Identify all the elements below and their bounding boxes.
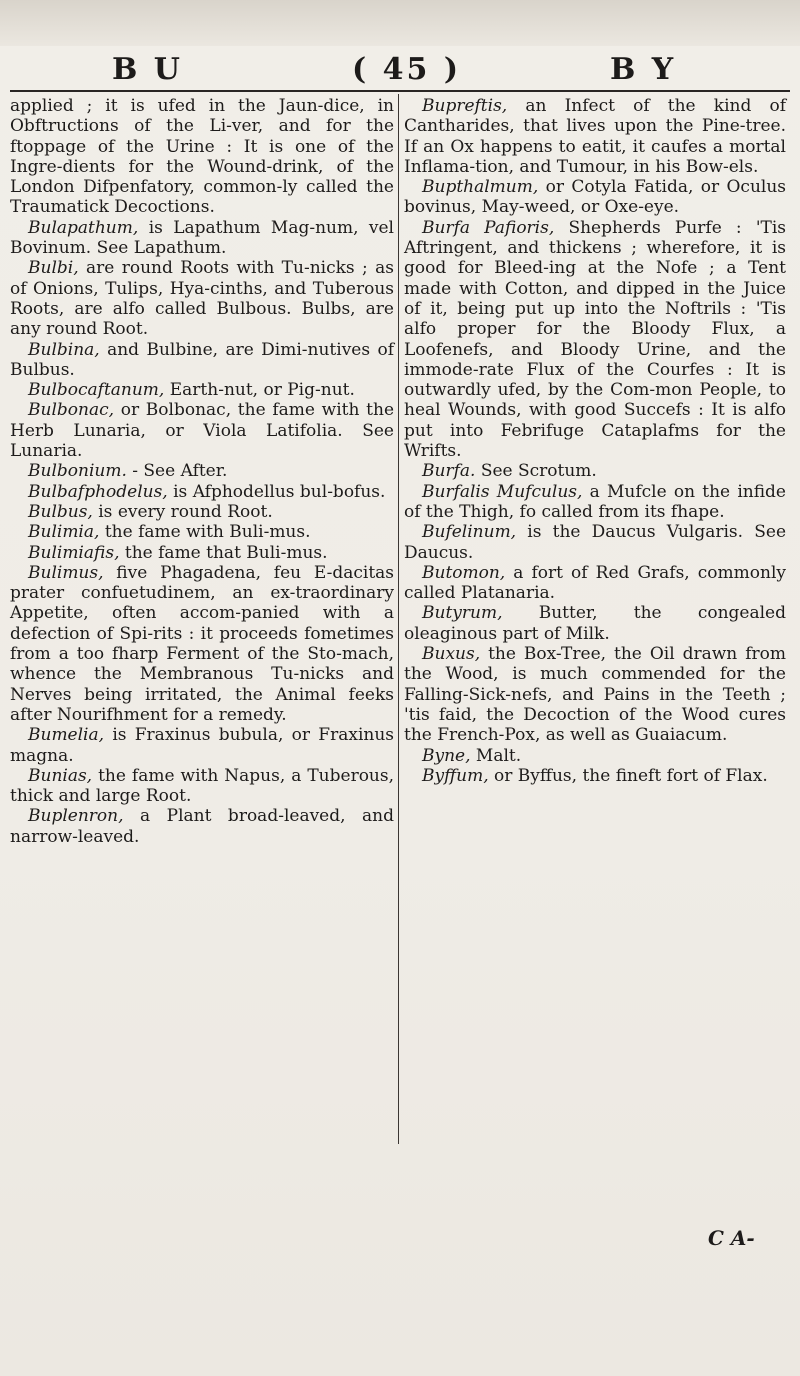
- entry-definition: Earth-nut, or Pig-nut.: [169, 380, 355, 401]
- dictionary-entry: [10, 340, 394, 381]
- right-column: [404, 96, 786, 1296]
- entry-term: Burfa Pafioris,: [422, 217, 555, 238]
- dictionary-entry: [404, 603, 786, 644]
- dictionary-entry: [404, 766, 786, 786]
- entry-term: Byne,: [422, 745, 471, 766]
- header-right-letters: B Y: [610, 52, 677, 87]
- entry-definition: a fort of Red Grafs, commonly called Platanaria.: [404, 562, 786, 604]
- entry-term: Butyrum,: [422, 603, 503, 624]
- entry-term: Bunias,: [28, 765, 93, 786]
- dictionary-entry: [10, 96, 394, 218]
- entry-definition: Shepherds Purfe : 'Tis Aftringent, and thickens ; wherefore, it is good for Bleed-ing at the Nofe ; a Tent made with Cotton, and dipped in the Juice of it, being put up into the Noftrils : 'Tis alfo proper for the Bloody Flux, a Loofenefs, and Bloody Urine, and the immode-rate Flux of the Courfes : It is outwardly ufed, by the Com-mon People, to heal Wounds, with good Succefs : It is alfo put into Febrifuge Cataplafms for the Wrifts.: [404, 217, 787, 462]
- entry-definition: applied ; it is ufed in the Jaun-dice, in Obftructions of the Li-ver, and for the ftoppage of the Urine : It is one of the Ingre-dients for the Wound-drink, of the London Difpenfatory, common-ly called the Traumatick Decoctions.: [10, 96, 394, 218]
- entry-definition: the fame that Buli-mus.: [124, 542, 328, 563]
- catchword: C A-: [708, 1226, 755, 1250]
- entry-term: Bulbocaftanum,: [28, 380, 165, 401]
- column-divider: [398, 94, 399, 1144]
- left-column: [10, 96, 394, 1296]
- entry-definition: is Fraxinus bubula, or Fraxinus magna.: [10, 725, 394, 766]
- entry-definition: an Infect of the kind of Cantharides, that lives upon the Pine-tree. If an Ox happens to eatit, it caufes a mortal Inflama-tion, and Tumour, in his Bow-els.: [404, 96, 787, 177]
- dictionary-entry: [404, 218, 786, 462]
- entry-term: Byffum,: [422, 765, 489, 786]
- entry-term: Bufelinum,: [422, 522, 517, 543]
- dictionary-entry: [404, 746, 786, 766]
- page-number: ( 45 ): [352, 52, 462, 87]
- entry-term: Bulimus,: [28, 562, 104, 583]
- entry-definition: is the Daucus Vulgaris. See Daucus.: [404, 522, 787, 563]
- entry-term: Bulbus,: [28, 501, 93, 522]
- entry-term: Bulbonac,: [28, 400, 115, 421]
- dictionary-entry: [404, 522, 786, 563]
- entry-term: Bulimia,: [28, 522, 100, 543]
- page-top-shadow: [0, 0, 800, 46]
- entry-definition: a Plant broad-leaved, and narrow-leaved.: [10, 806, 394, 847]
- entry-term: Bumelia,: [28, 725, 105, 746]
- dictionary-entry: [10, 766, 394, 807]
- entry-definition: or Cotyla Fatida, or Oculus bovinus, May-weed, or Oxe-eye.: [404, 177, 786, 218]
- dictionary-entry: [10, 725, 394, 766]
- entry-definition: the Box-Tree, the Oil drawn from the Wood, is much commended for the Falling-Sick-nefs, and Pains in the Teeth ; 'tis faid, the Decoction of the Wood cures the French-Pox, as well as Guaiacum.: [404, 644, 787, 746]
- dictionary-entry: [404, 461, 786, 481]
- entry-definition: or Bolbonac, the fame with the Herb Lunaria, or Viola Latifolia. See Lunaria.: [10, 400, 394, 462]
- entry-term: Burfa.: [422, 461, 476, 482]
- entry-definition: five Phagadena, feu E-dacitas prater confuetudinem, an ex-traordinary Appetite, often accom-panied with a defection of Spi-rits : it proceeds fometimes from a too fharp Ferment of the Sto-mach, whence the Membranous Tu-nicks and Nerves being irritated, the Animal feeks after Nourifhment for a remedy.: [10, 562, 395, 725]
- header-rule: [10, 90, 790, 92]
- entry-definition: the fame with Buli-mus.: [104, 522, 311, 543]
- dictionary-entry: [404, 644, 786, 745]
- entry-term: Buplenron,: [28, 806, 124, 827]
- entry-definition: is every round Root.: [98, 501, 273, 522]
- entry-term: Bulimiafis,: [28, 542, 120, 563]
- entry-definition: the fame with Napus, a Tuberous, thick and large Root.: [10, 765, 395, 807]
- dictionary-entry: [10, 806, 394, 847]
- entry-definition: - See After.: [132, 461, 228, 482]
- dictionary-entry: [10, 563, 394, 725]
- entry-term: Bupreftis,: [422, 96, 508, 116]
- header-left-letters: B U: [112, 52, 183, 87]
- entry-definition: a Mufcle on the infide of the Thigh, fo called from its fhape.: [404, 481, 786, 522]
- dictionary-entry: [404, 177, 786, 218]
- entry-definition: is Afphodellus bul-bofus.: [173, 481, 386, 502]
- dictionary-entry: [404, 563, 786, 604]
- entry-term: Butomon,: [422, 562, 506, 583]
- entry-term: Bupthalmum,: [422, 177, 539, 198]
- dictionary-entry: [10, 543, 394, 563]
- entry-definition: Malt.: [475, 745, 522, 766]
- entry-term: Bulbafphodelus,: [28, 481, 168, 502]
- dictionary-entry: [10, 461, 394, 481]
- dictionary-entry: [10, 522, 394, 542]
- entry-definition: or Byffus, the fineft fort of Flax.: [494, 765, 768, 786]
- dictionary-entry: [404, 482, 786, 523]
- entry-term: Bulbonium.: [28, 461, 127, 482]
- entry-definition: is Lapathum Mag-num, vel Bovinum. See Lapathum.: [10, 217, 394, 259]
- entry-term: Buxus,: [422, 644, 481, 665]
- running-head: [0, 50, 800, 94]
- dictionary-entry: [10, 400, 394, 461]
- dictionary-entry: [404, 96, 786, 177]
- entry-term: Bulapathum,: [28, 217, 139, 238]
- entry-term: Burfalis Mufculus,: [422, 481, 583, 502]
- dictionary-entry: [10, 380, 394, 400]
- entry-term: Bulbi,: [28, 258, 79, 279]
- entry-term: Bulbina,: [28, 339, 100, 360]
- dictionary-entry: [10, 218, 394, 259]
- entry-definition: Butter, the congealed oleaginous part of Milk.: [404, 603, 787, 644]
- entry-definition: are round Roots with Tu-nicks ; as of Onions, Tulips, Hya-cinths, and Tuberous Roots, are alfo called Bulbous. Bulbs, are any round Root.: [10, 258, 395, 340]
- dictionary-entry: [10, 502, 394, 522]
- dictionary-entry: [10, 258, 394, 339]
- entry-definition: and Bulbine, are Dimi-nutives of Bulbus.: [10, 339, 395, 380]
- dictionary-entry: [10, 482, 394, 502]
- entry-definition: See Scrotum.: [480, 461, 597, 482]
